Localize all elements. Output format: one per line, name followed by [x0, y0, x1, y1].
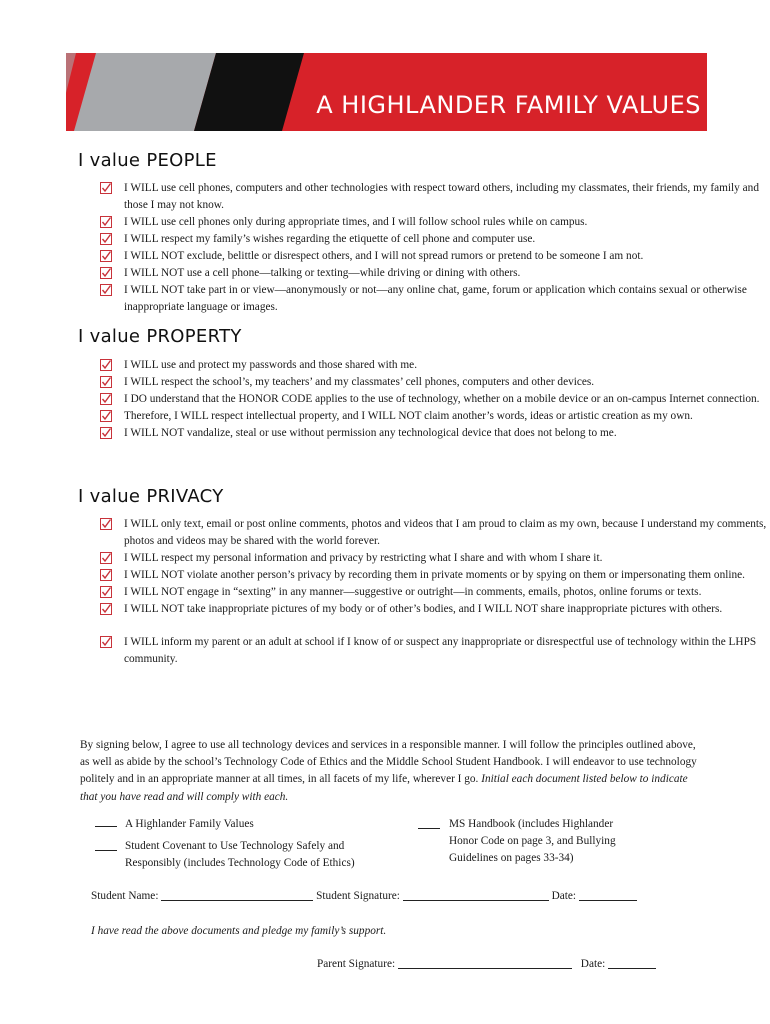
checked-box-icon [100, 267, 112, 279]
list-item: I WILL NOT take part in or view—anonymously or not—any online chat, game, forum or application which contains sexual or otherwise inappropriate language or images. [78, 282, 770, 316]
list-item: I WILL respect the school’s, my teachers’ and my classmates’ cell phones, computers and other devices. [78, 374, 770, 391]
checked-box-icon [100, 359, 112, 371]
checked-box-icon [100, 518, 112, 530]
value-list [78, 357, 770, 442]
agreement-paragraph [80, 737, 705, 806]
list-item: I WILL NOT vandalize, steal or use without permission any technological device that does not belong to me. [78, 425, 770, 442]
student-name-label: Student Name: [91, 890, 159, 902]
checked-box-icon [100, 586, 112, 598]
list-item: I WILL use and protect my passwords and those shared with me. [78, 357, 770, 374]
list-item: I WILL inform my parent or an adult at school if I know of or suspect any inappropriate or disrespectful use of technology within the LHPS community. [78, 634, 770, 668]
initial-field[interactable] [418, 828, 440, 829]
section-title: I value PEOPLE [78, 150, 217, 171]
parent-signature-row [317, 958, 656, 970]
parent-signature-label: Parent Signature: [317, 958, 396, 970]
checked-box-icon [100, 284, 112, 296]
list-item: I WILL use cell phones, computers and other technologies with respect toward others, including my classmates, their friends, my family and those I may not know. [78, 180, 770, 214]
checked-box-icon [100, 552, 112, 564]
checked-box-icon [100, 216, 112, 228]
parent-signature-field[interactable] [398, 968, 572, 969]
agreement-instruction: Initial each document listed below to indicate that you have read and will comply with each. [80, 773, 688, 803]
list-item: I WILL use cell phones only during appropriate times, and I will follow school rules while on campus. [78, 214, 770, 231]
list-item: I WILL respect my personal information and privacy by restricting what I share and with whom I share it. [78, 550, 770, 567]
value-list [78, 180, 770, 316]
checked-box-icon [100, 233, 112, 245]
list-item: I WILL NOT exclude, belittle or disrespect others, and I will not spread rumors or pretend to be someone I am not. [78, 248, 770, 265]
checked-box-icon [100, 427, 112, 439]
header-banner [66, 53, 707, 131]
document-row-2 [95, 838, 385, 872]
page-title: A HIGHLANDER FAMILY VALUES [316, 91, 701, 119]
checked-box-icon [100, 410, 112, 422]
student-date-field[interactable] [579, 900, 637, 901]
parent-date-field[interactable] [608, 968, 656, 969]
initial-field[interactable] [95, 826, 117, 827]
checked-box-icon [100, 376, 112, 388]
section-privacy [78, 486, 770, 668]
list-item: I WILL NOT use a cell phone—talking or texting—while driving or dining with others. [78, 265, 770, 282]
checked-box-icon [100, 182, 112, 194]
list-item: I WILL respect my family’s wishes regarding the etiquette of cell phone and computer use. [78, 231, 770, 248]
value-list [78, 516, 770, 668]
checked-box-icon [100, 250, 112, 262]
document-label: Student Covenant to Use Technology Safely and Responsibly (includes Technology Code of Ethics) [125, 840, 355, 869]
list-item: I DO understand that the HONOR CODE applies to the use of technology, whether on a mobile device or an on-campus Internet connection. [78, 391, 770, 408]
document-row-1 [95, 816, 254, 833]
checked-box-icon [100, 393, 112, 405]
section-people [78, 150, 770, 316]
section-title: I value PRIVACY [78, 486, 224, 507]
section-property [78, 326, 770, 442]
document-row-3 [418, 816, 638, 867]
date-label: Date: [580, 958, 606, 970]
checked-box-icon [100, 569, 112, 581]
pledge-text: I have read the above documents and pledge my family’s support. [91, 925, 387, 937]
checked-box-icon [100, 603, 112, 615]
checked-box-icon [100, 636, 112, 648]
section-title: I value PROPERTY [78, 326, 242, 347]
list-item: I WILL NOT engage in “sexting” in any manner—suggestive or outright—in comments, emails, photos, online forums or texts. [78, 584, 770, 601]
date-label: Date: [551, 890, 577, 902]
list-item: I WILL NOT violate another person’s privacy by recording them in private moments or by spying on them or impersonating them online. [78, 567, 770, 584]
document-label: A Highlander Family Values [125, 818, 254, 830]
list-item: I WILL only text, email or post online comments, photos and videos that I am proud to claim as my own, because I understand my comments, photos and videos may be shared with the world forever. [78, 516, 770, 550]
student-signature-label: Student Signature: [316, 890, 400, 902]
student-signature-row [91, 890, 637, 902]
list-item: I WILL NOT take inappropriate pictures of my body or of other’s bodies, and I WILL NOT share inappropriate pictures with others. [78, 601, 770, 618]
document-label: MS Handbook (includes Highlander Honor Code on page 3, and Bullying Guidelines on pages 33-34) [449, 818, 616, 864]
student-name-field[interactable] [161, 900, 313, 901]
initial-field[interactable] [95, 850, 117, 851]
agreement-text: By signing below, I agree to use all technology devices and services in a responsible manner. I will follow the principles outlined above, as well as abide by the school’s Technology Code of Ethics and the Middle School Student Handbook. I will endeavor to use technology politely and in an appropriate manner at all times, in all facets of my life, wherever I go. [80, 739, 697, 786]
student-signature-field[interactable] [403, 900, 549, 901]
list-item: Therefore, I WILL respect intellectual property, and I WILL NOT claim another’s words, ideas or artistic creation as my own. [78, 408, 770, 425]
